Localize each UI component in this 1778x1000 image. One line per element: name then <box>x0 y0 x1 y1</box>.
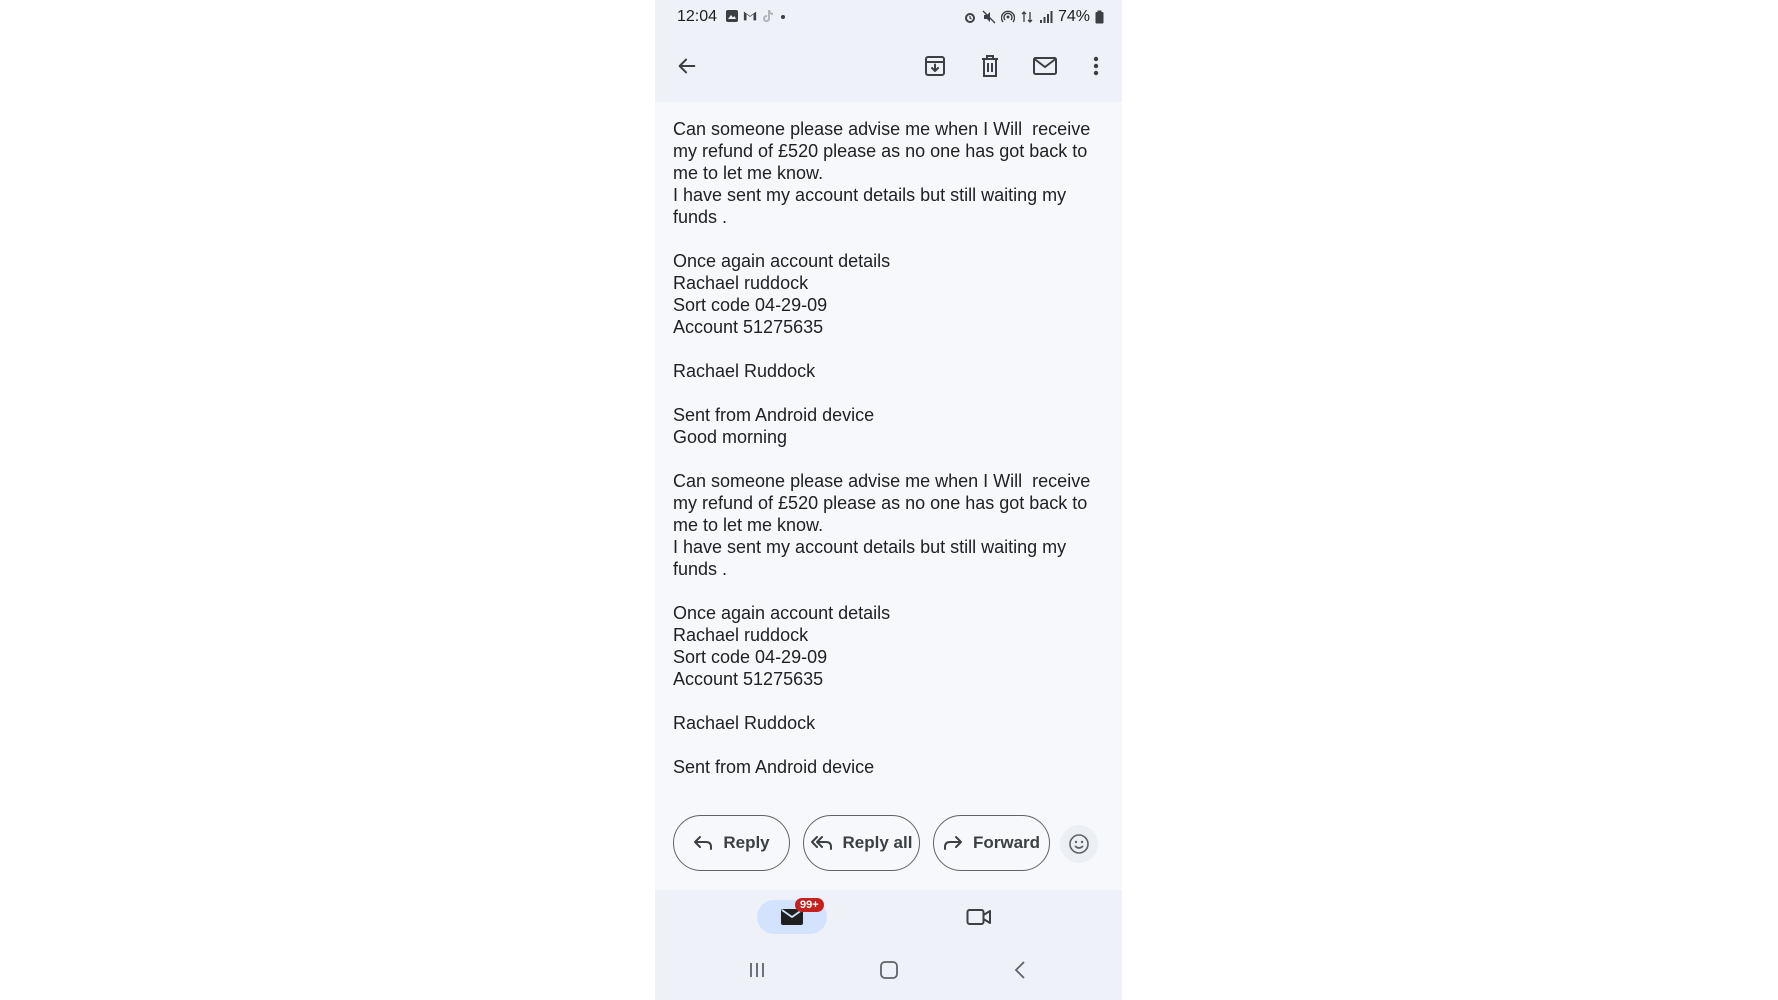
video-camera-icon <box>966 907 992 927</box>
dot-icon <box>779 9 787 23</box>
reply-button[interactable] <box>673 815 790 871</box>
archive-button[interactable] <box>917 48 953 84</box>
more-vert-icon <box>1093 55 1099 77</box>
tiktok-icon <box>761 9 775 23</box>
reply-all-label: Reply all <box>842 833 913 852</box>
emoji-reaction-button[interactable] <box>1060 825 1098 863</box>
signal-icon <box>1039 10 1053 24</box>
mute-icon <box>982 10 996 24</box>
trash-icon <box>979 54 1001 78</box>
status-time: 12:04 <box>677 8 718 25</box>
hotspot-icon <box>1001 10 1015 24</box>
email-toolbar <box>655 40 1122 90</box>
back-button[interactable] <box>669 48 705 84</box>
more-options-button[interactable] <box>1078 48 1114 84</box>
nav-meet-tab[interactable] <box>965 905 993 929</box>
archive-icon <box>923 54 947 78</box>
forward-icon <box>943 835 963 851</box>
mark-unread-button[interactable] <box>1027 48 1063 84</box>
system-status-icons <box>963 8 1104 26</box>
forward-label: Forward <box>972 833 1041 852</box>
arrow-left-icon <box>676 55 698 77</box>
home-icon <box>879 960 899 980</box>
mail-icon <box>1032 55 1058 77</box>
gallery-icon <box>725 9 739 23</box>
gmail-icon <box>743 9 757 23</box>
email-actions <box>673 815 1113 873</box>
battery-percent: 74% <box>1057 8 1090 25</box>
recent-apps-button[interactable] <box>737 950 777 990</box>
battery-icon <box>1095 10 1104 24</box>
reply-icon <box>693 835 713 851</box>
bottom-navigation <box>655 890 1122 1000</box>
delete-button[interactable] <box>972 48 1008 84</box>
chevron-left-icon <box>1013 961 1027 979</box>
header-area <box>655 0 1122 102</box>
unread-badge: 99+ <box>795 898 824 912</box>
email-body: Can someone please advise me when I Will receive my refund of £520 please as no one has got back to me to let me know. I have sent my account details but still waiting my funds . Once again account details Rachael ruddock Sort code 04-29-09 Account 51275635 Rachael Ruddock Sent from Android device Good morning Can someone please advise me when I Will receive my refund of £520 please as no one has got back to me to let me know. I have sent my account details but still waiting my funds . Once again account details Rachael ruddock Sort code 04-29-09 Account 51275635 Rachael Ruddock Sent from Android device <box>673 119 1091 777</box>
home-button[interactable] <box>869 950 909 990</box>
forward-button[interactable] <box>933 815 1050 871</box>
smiley-icon <box>1068 833 1090 855</box>
notification-icons <box>725 9 787 23</box>
reply-all-button[interactable] <box>803 815 920 871</box>
status-bar <box>655 0 1122 36</box>
phone-screen <box>655 0 1122 1000</box>
recents-icon <box>748 962 766 978</box>
reply-label: Reply <box>723 833 770 852</box>
alarm-icon <box>963 10 977 24</box>
system-navigation-bar <box>655 950 1122 990</box>
reply-all-icon <box>811 835 833 851</box>
system-back-button[interactable] <box>1000 950 1040 990</box>
data-icon <box>1020 10 1034 24</box>
